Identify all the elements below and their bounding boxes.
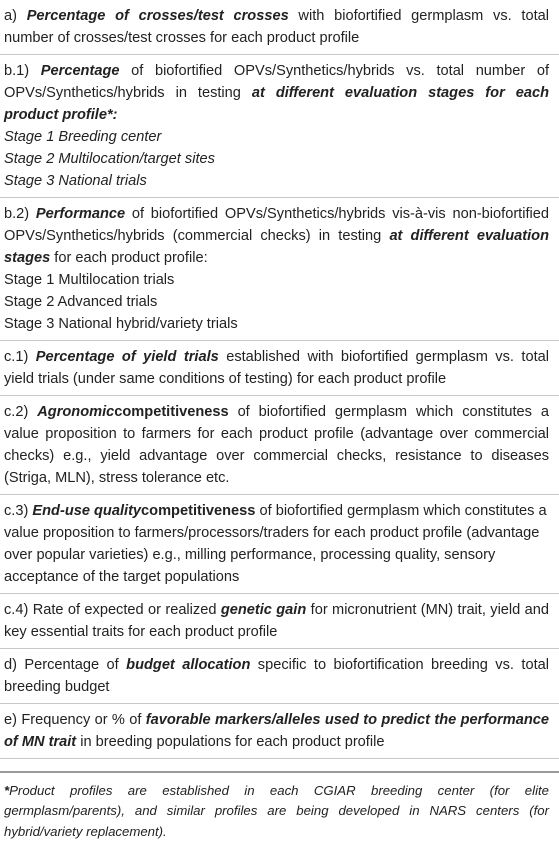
row-b1-bold2: at different evaluation stages for each product profile*: (4, 85, 549, 123)
row-c4-bold: genetic gain (220, 602, 307, 618)
row-c1-text: established with biofortified germplasm vs. total yield trials (under same conditions of testing) for each product profile (4, 349, 549, 387)
row-b1-text: of biofortified OPVs/Synthetics/hybrids vs. total number of OPVs/Synthetics/hybrids in testing (4, 63, 549, 101)
table-footnote (0, 771, 559, 842)
row-c3-prefix: c.3) (4, 503, 33, 519)
row-b1-bold1: Percentage (40, 63, 120, 79)
row-c4-prefix: c.4) Rate of expected or realized (4, 602, 221, 618)
row-b1-stage-3: Stage 3 National trials (4, 173, 147, 189)
footnote-text: Product profiles are established in each CGIAR breeding center (for elite germplasm/parents), and similar profiles are being developed in NARS centers (for hybrid/variety replacement). (4, 783, 549, 839)
row-c3-bold2: competitiveness (141, 503, 256, 519)
row-d (0, 649, 559, 704)
row-c2-text: of biofortified germplasm which constitutes a value proposition to farmers for each product profile (advantage over commercial checks) e.g., yield advantage over commercial checks, resistance to diseases (Striga, MLN), stress tolerance etc. (4, 404, 549, 486)
row-a-text: with biofortified germplasm vs. total number of crosses/test crosses for each product profile (4, 8, 550, 46)
row-b2-bold2: at different evaluation stages (4, 228, 549, 266)
footnote-mark: * (4, 783, 10, 798)
row-c2-bold2: competitiveness (114, 404, 229, 420)
row-d-prefix: d) Percentage of (4, 657, 127, 673)
row-a-prefix: a) (4, 8, 27, 24)
row-c2-bold: Agronomic (37, 404, 115, 420)
row-d-bold: budget allocation (126, 657, 251, 673)
row-c1-prefix: c.1) (4, 349, 36, 365)
row-c3-bold: End-use quality (32, 503, 142, 519)
row-b2-stage-1: Stage 1 Multilocation trials (4, 272, 175, 288)
row-c3 (0, 495, 559, 594)
row-c4-text: for micronutrient (MN) trait, yield and key essential traits for each product profile (4, 602, 549, 640)
row-c3-text: of biofortified germplasm which constitutes a value proposition to farmers/processors/traders for each product profile (advantage over popular varieties) e.g., milling performance, processing quality, sensory acceptance of the target populations (4, 503, 547, 585)
row-e-text: in breeding populations for each product profile (76, 734, 385, 750)
row-a (0, 0, 559, 55)
row-b2-bold1: Performance (35, 206, 126, 222)
row-c1 (0, 341, 559, 396)
row-b1-heading (4, 60, 549, 126)
row-b1-stage-2: Stage 2 Multilocation/target sites (4, 151, 215, 167)
row-b2-text-end: for each product profile: (50, 250, 208, 266)
row-b2 (0, 198, 559, 341)
row-c2-prefix: c.2) (4, 404, 38, 420)
row-e-prefix: e) Frequency or % of (4, 712, 146, 728)
row-a-bold: Percentage of crosses/test crosses (26, 8, 289, 24)
row-c1-bold: Percentage of yield trials (35, 349, 219, 365)
row-b2-stage-3: Stage 3 National hybrid/variety trials (4, 316, 238, 332)
row-d-text: specific to biofortification breeding vs. total breeding budget (4, 657, 549, 695)
row-b2-text: of biofortified OPVs/Synthetics/hybrids vis-à-vis non-biofortified OPVs/Synthetics/hybrids (commercial checks) in testing (4, 206, 550, 244)
row-b2-prefix: b.2) (4, 206, 36, 222)
row-b1-stage-1: Stage 1 Breeding center (4, 129, 162, 145)
row-e (0, 704, 559, 759)
row-b1-prefix: b.1) (4, 63, 41, 79)
row-c2 (0, 396, 559, 495)
row-b2-stage-2: Stage 2 Advanced trials (4, 294, 158, 310)
row-b1 (0, 55, 559, 198)
row-b2-heading (4, 203, 549, 269)
row-e-bold: favorable markers/alleles used to predict the performance of MN trait (4, 712, 549, 750)
row-c4 (0, 594, 559, 649)
